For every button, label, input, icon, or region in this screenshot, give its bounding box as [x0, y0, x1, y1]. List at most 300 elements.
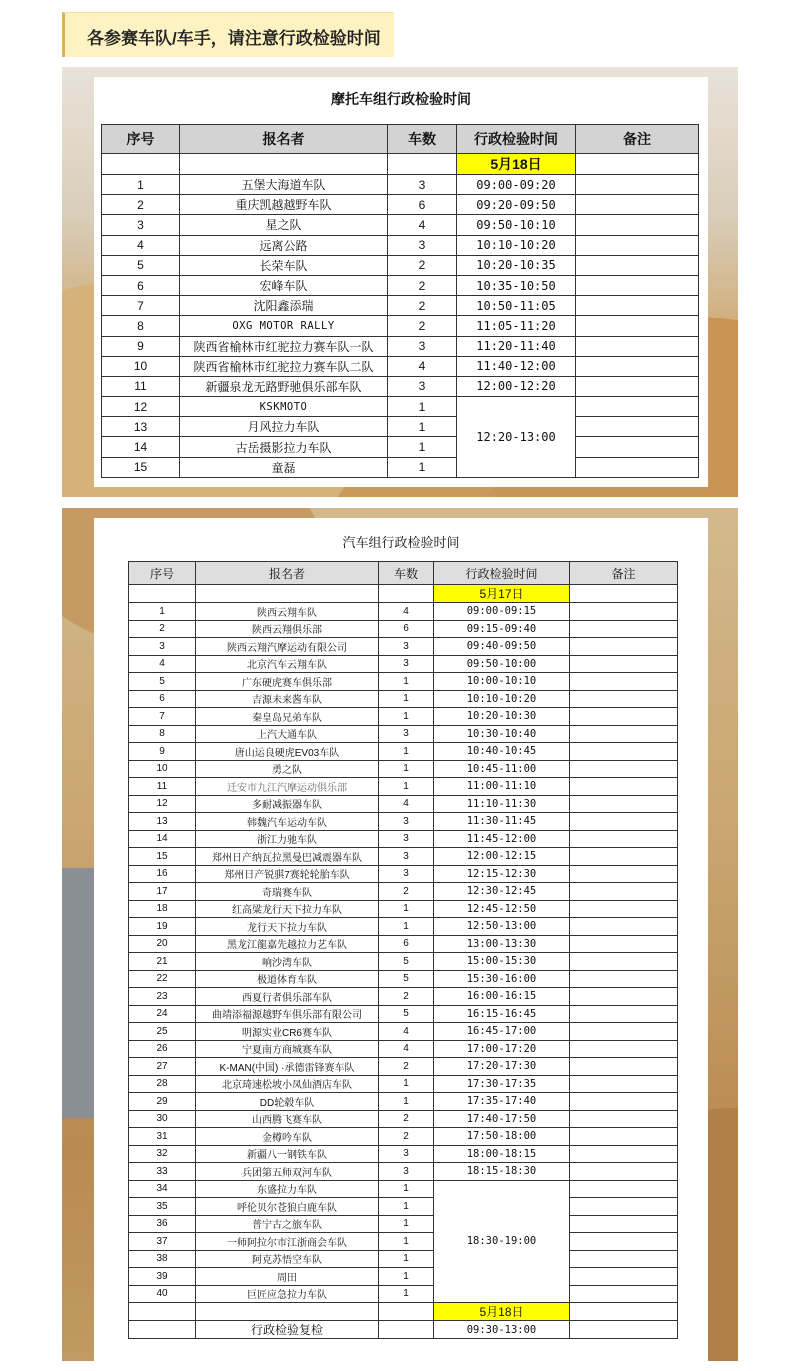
header-time: 行政检验时间: [457, 125, 576, 154]
header-note: 备注: [576, 125, 699, 154]
row-count: 4: [379, 795, 434, 813]
row-note: [570, 760, 678, 778]
row-count: 1: [388, 457, 457, 477]
row-name: 奇瑞赛车队: [196, 883, 379, 901]
row-time: 12:00-12:15: [434, 848, 570, 866]
row-time: 09:20-09:50: [457, 195, 576, 215]
row-name: 陕西省榆林市红驼拉力赛车队二队: [180, 356, 388, 376]
row-name: 普宁古之旅车队: [196, 1215, 379, 1233]
table-row: [129, 1128, 678, 1146]
row-note: [570, 988, 678, 1006]
row-time: 10:20-10:35: [457, 255, 576, 275]
row-note: [570, 690, 678, 708]
row-time: 10:50-11:05: [457, 296, 576, 316]
row-note: [570, 1268, 678, 1286]
table-row: [129, 953, 678, 971]
row-count: 1: [379, 690, 434, 708]
row-note: [570, 673, 678, 691]
row-no: 5: [129, 673, 196, 691]
row-no: 18: [129, 900, 196, 918]
row-name: 陕西云翔汽摩运动有限公司: [196, 638, 379, 656]
row-no: 14: [129, 830, 196, 848]
row-count: 2: [379, 883, 434, 901]
row-no: 34: [129, 1180, 196, 1198]
row-no: 20: [129, 935, 196, 953]
row-name: 周田: [196, 1268, 379, 1286]
table-row: [129, 708, 678, 726]
table-row: [102, 336, 699, 356]
row-count: 3: [379, 655, 434, 673]
row-time: 11:40-12:00: [457, 356, 576, 376]
table-row: [102, 356, 699, 376]
row-no: 6: [129, 690, 196, 708]
row-count: 1: [379, 900, 434, 918]
table-row: [129, 1023, 678, 1041]
row-name: 广东硬虎赛车俱乐部: [196, 673, 379, 691]
row-no: 8: [129, 725, 196, 743]
table-row: [129, 638, 678, 656]
row-time: 17:35-17:40: [434, 1093, 570, 1111]
row-count: 4: [379, 1040, 434, 1058]
row-count: 1: [379, 1093, 434, 1111]
row-count: 3: [379, 725, 434, 743]
row-note: [570, 970, 678, 988]
moto-date: 5月18日: [457, 154, 576, 175]
row-no: 17: [129, 883, 196, 901]
row-time: 10:45-11:00: [434, 760, 570, 778]
row-no: 33: [129, 1163, 196, 1181]
header-name: 报名者: [196, 562, 379, 585]
row-note: [570, 1005, 678, 1023]
table-row: [129, 1075, 678, 1093]
row-note: [570, 1040, 678, 1058]
row-name: 金樽吟车队: [196, 1128, 379, 1146]
table-row: [129, 1198, 678, 1216]
row-count: 1: [379, 1268, 434, 1286]
table-row: [129, 760, 678, 778]
row-note: [570, 1023, 678, 1041]
row-note: [570, 953, 678, 971]
row-no: 16: [129, 865, 196, 883]
row-note: [570, 1180, 678, 1198]
row-note: [570, 655, 678, 673]
table-row: [129, 1058, 678, 1076]
row-time: 18:00-18:15: [434, 1145, 570, 1163]
row-note: [570, 743, 678, 761]
row-time: 09:00-09:15: [434, 603, 570, 621]
row-count: 1: [388, 437, 457, 457]
table-row: [102, 235, 699, 255]
row-no: 12: [102, 397, 180, 417]
row-note: [576, 195, 699, 215]
row-count: 3: [379, 865, 434, 883]
header-note: 备注: [570, 562, 678, 585]
moto-schedule-card: [94, 77, 708, 487]
row-name: 龙行天下拉力车队: [196, 918, 379, 936]
row-note: [576, 275, 699, 295]
row-name: 曲靖添福源越野车俱乐部有限公司: [196, 1005, 379, 1023]
row-time: 09:15-09:40: [434, 620, 570, 638]
table-row: [129, 655, 678, 673]
row-no: 40: [129, 1285, 196, 1303]
row-no: 31: [129, 1128, 196, 1146]
row-time: 16:00-16:15: [434, 988, 570, 1006]
table-row: [129, 725, 678, 743]
row-count: 3: [379, 1163, 434, 1181]
row-count: 3: [388, 235, 457, 255]
car-schedule-card: [94, 518, 708, 1361]
row-name: 沈阳鑫添瑞: [180, 296, 388, 316]
row-name: 陕西云翔车队: [196, 603, 379, 621]
table-row: [102, 175, 699, 195]
row-time: 16:45-17:00: [434, 1023, 570, 1041]
row-time: 13:00-13:30: [434, 935, 570, 953]
row-no: 13: [102, 417, 180, 437]
row-note: [570, 848, 678, 866]
row-name: 韩魏汽车运动车队: [196, 813, 379, 831]
row-time: 10:20-10:30: [434, 708, 570, 726]
row-name: 山西腾飞赛车队: [196, 1110, 379, 1128]
row-note: [570, 620, 678, 638]
table-row: [102, 195, 699, 215]
row-time: 11:30-11:45: [434, 813, 570, 831]
row-no: 9: [129, 743, 196, 761]
row-no: 15: [129, 848, 196, 866]
row-count: 4: [379, 1023, 434, 1041]
table-row: [102, 275, 699, 295]
table-row: [129, 620, 678, 638]
row-name: 星之队: [180, 215, 388, 235]
table-row: [129, 918, 678, 936]
notice-text: 各参赛车队/车手，请注意行政检验时间: [87, 29, 381, 48]
row-name: 黑龙江龍嘉先越拉力艺车队: [196, 935, 379, 953]
row-count: 3: [379, 848, 434, 866]
row-name: 童磊: [180, 457, 388, 477]
car-schedule-table: [128, 561, 678, 1339]
row-time: 10:10-10:20: [457, 235, 576, 255]
row-time: 17:30-17:35: [434, 1075, 570, 1093]
row-count: 6: [379, 620, 434, 638]
row-count: 2: [379, 1058, 434, 1076]
row-count: 1: [379, 708, 434, 726]
row-count: 6: [379, 935, 434, 953]
row-no: 22: [129, 970, 196, 988]
row-note: [570, 1285, 678, 1303]
row-name: 多耐减振器车队: [196, 795, 379, 813]
row-count: 5: [379, 953, 434, 971]
moto-schedule-table: [101, 124, 699, 478]
row-time: 12:50-13:00: [434, 918, 570, 936]
table-row: [129, 1040, 678, 1058]
table-row: [129, 970, 678, 988]
row-note: [570, 638, 678, 656]
row-name: 新疆八一钢铁车队: [196, 1145, 379, 1163]
row-note: [576, 215, 699, 235]
row-name: 东盛拉力车队: [196, 1180, 379, 1198]
row-name: KSKMOTO: [180, 397, 388, 417]
row-count: 1: [379, 918, 434, 936]
row-no: 2: [102, 195, 180, 215]
row-count: 1: [379, 1180, 434, 1198]
row-time: 10:00-10:10: [434, 673, 570, 691]
row-time: 17:40-17:50: [434, 1110, 570, 1128]
row-count: 2: [388, 255, 457, 275]
row-name: 陕西云翔俱乐部: [196, 620, 379, 638]
row-note: [570, 830, 678, 848]
table-row: [102, 437, 699, 457]
row-no: 26: [129, 1040, 196, 1058]
row-count: 2: [379, 1128, 434, 1146]
row-time: 09:00-09:20: [457, 175, 576, 195]
row-count: 3: [379, 638, 434, 656]
table-row: [102, 215, 699, 235]
row-time: 12:15-12:30: [434, 865, 570, 883]
row-no: 14: [102, 437, 180, 457]
row-count: 2: [388, 296, 457, 316]
table-row: [129, 1250, 678, 1268]
row-no: 3: [102, 215, 180, 235]
table-row: [129, 1233, 678, 1251]
row-no: 38: [129, 1250, 196, 1268]
row-time: 16:15-16:45: [434, 1005, 570, 1023]
row-no: 30: [129, 1110, 196, 1128]
row-name: 秦皇岛兄弟车队: [196, 708, 379, 726]
row-note: [576, 336, 699, 356]
row-note: [570, 1145, 678, 1163]
table-row: [102, 397, 699, 417]
row-note: [576, 175, 699, 195]
row-no: 8: [102, 316, 180, 336]
date-row: [129, 585, 678, 603]
row-count: 1: [379, 760, 434, 778]
row-note: [576, 437, 699, 457]
row-no: 3: [129, 638, 196, 656]
row-count: 2: [379, 988, 434, 1006]
row-no: 7: [102, 296, 180, 316]
row-count: 1: [388, 417, 457, 437]
row-no: 2: [129, 620, 196, 638]
row-name: 宁夏南方商城赛车队: [196, 1040, 379, 1058]
row-count: 1: [379, 1198, 434, 1216]
row-name: 响沙湾车队: [196, 953, 379, 971]
row-count: 4: [388, 356, 457, 376]
row-name: 勇之队: [196, 760, 379, 778]
table-row: [129, 988, 678, 1006]
row-time: 17:50-18:00: [434, 1128, 570, 1146]
notice-banner: [62, 12, 394, 57]
row-no: 7: [129, 708, 196, 726]
row-note: [576, 255, 699, 275]
table-row: [102, 417, 699, 437]
row-count: 4: [388, 215, 457, 235]
table-header-row: [102, 125, 699, 154]
row-name: 极道体育车队: [196, 970, 379, 988]
row-no: 10: [102, 356, 180, 376]
row-count: 1: [379, 778, 434, 796]
row-count: 2: [388, 316, 457, 336]
row-no: 6: [102, 275, 180, 295]
row-time: 12:30-12:45: [434, 883, 570, 901]
row-time: 11:00-11:10: [434, 778, 570, 796]
row-name: 郑州日产锐骐7赛轮轮胎车队: [196, 865, 379, 883]
row-time: 10:40-10:45: [434, 743, 570, 761]
header-name: 报名者: [180, 125, 388, 154]
row-note: [576, 356, 699, 376]
table-row: [129, 690, 678, 708]
row-no: 11: [129, 778, 196, 796]
row-time: 11:10-11:30: [434, 795, 570, 813]
row-time: 12:20-13:00: [457, 397, 576, 478]
row-no: 25: [129, 1023, 196, 1041]
row-time: 10:10-10:20: [434, 690, 570, 708]
table-row: [102, 316, 699, 336]
row-time: 17:20-17:30: [434, 1058, 570, 1076]
table-row: [129, 743, 678, 761]
row-name: 呼伦贝尔苍狼白鹿车队: [196, 1198, 379, 1216]
row-name: 唐山运良硬虎EV03车队: [196, 743, 379, 761]
row-note: [570, 813, 678, 831]
table-row: [129, 795, 678, 813]
row-time: 09:40-09:50: [434, 638, 570, 656]
row-count: 5: [379, 1005, 434, 1023]
header-no: 序号: [129, 562, 196, 585]
row-time: 15:30-16:00: [434, 970, 570, 988]
row-name: 阿克苏悟空车队: [196, 1250, 379, 1268]
row-name: 宏峰车队: [180, 275, 388, 295]
row-no: 28: [129, 1075, 196, 1093]
row-name: DD轮毂车队: [196, 1093, 379, 1111]
table-row: [129, 865, 678, 883]
row-count: 3: [379, 830, 434, 848]
row-count: 6: [388, 195, 457, 215]
review-time: 09:30-13:00: [434, 1321, 570, 1339]
row-name: 浙江力驰车队: [196, 830, 379, 848]
row-note: [570, 1163, 678, 1181]
row-note: [576, 316, 699, 336]
row-time: 12:45-12:50: [434, 900, 570, 918]
row-name: 西夏行者俱乐部车队: [196, 988, 379, 1006]
row-name: 古岳摄影拉力车队: [180, 437, 388, 457]
row-no: 1: [129, 603, 196, 621]
row-time: 18:15-18:30: [434, 1163, 570, 1181]
row-no: 29: [129, 1093, 196, 1111]
row-name: 北京琦速松坡小凤仙酒店车队: [196, 1075, 379, 1093]
row-note: [570, 1110, 678, 1128]
table-row: [129, 1110, 678, 1128]
row-no: 4: [102, 235, 180, 255]
row-count: 3: [388, 376, 457, 396]
row-note: [576, 457, 699, 477]
row-name: 吉源未来酱车队: [196, 690, 379, 708]
row-count: 1: [379, 1250, 434, 1268]
row-name: 陕西省榆林市红驼拉力赛车队一队: [180, 336, 388, 356]
row-note: [576, 397, 699, 417]
date-row: [102, 154, 699, 175]
moto-title: 摩托车组行政检验时间: [331, 91, 471, 107]
row-note: [570, 708, 678, 726]
row-no: 27: [129, 1058, 196, 1076]
table-row: [129, 1145, 678, 1163]
table-row: [129, 883, 678, 901]
row-count: 3: [379, 813, 434, 831]
row-note: [576, 417, 699, 437]
row-note: [570, 935, 678, 953]
row-no: 37: [129, 1233, 196, 1251]
row-note: [570, 725, 678, 743]
table-row: [129, 603, 678, 621]
table-row: [129, 1180, 678, 1198]
row-name: 月风拉力车队: [180, 417, 388, 437]
row-note: [570, 1215, 678, 1233]
row-no: 35: [129, 1198, 196, 1216]
row-count: 2: [379, 1110, 434, 1128]
review-row: [129, 1321, 678, 1339]
car-title: 汽车组行政检验时间: [342, 535, 460, 550]
row-time: 09:50-10:00: [434, 655, 570, 673]
row-note: [570, 603, 678, 621]
row-time: 12:00-12:20: [457, 376, 576, 396]
row-no: 4: [129, 655, 196, 673]
row-name: 北京汽车云翔车队: [196, 655, 379, 673]
table-row: [102, 296, 699, 316]
table-header-row: [129, 562, 678, 585]
header-count: 车数: [388, 125, 457, 154]
table-row: [129, 848, 678, 866]
row-note: [570, 1093, 678, 1111]
row-name: 兵团第五师双河车队: [196, 1163, 379, 1181]
row-count: 5: [379, 970, 434, 988]
row-no: 10: [129, 760, 196, 778]
row-name: 明源实业CR6赛车队: [196, 1023, 379, 1041]
row-name: 远离公路: [180, 235, 388, 255]
row-no: 21: [129, 953, 196, 971]
table-row: [129, 1093, 678, 1111]
row-time: 17:00-17:20: [434, 1040, 570, 1058]
row-no: 15: [102, 457, 180, 477]
row-count: 3: [379, 1145, 434, 1163]
row-note: [570, 1058, 678, 1076]
row-note: [570, 1250, 678, 1268]
row-note: [570, 1198, 678, 1216]
table-row: [129, 830, 678, 848]
table-row: [102, 376, 699, 396]
row-note: [570, 865, 678, 883]
row-count: 1: [379, 1233, 434, 1251]
row-time: 10:35-10:50: [457, 275, 576, 295]
row-count: 1: [379, 1215, 434, 1233]
table-row: [129, 1005, 678, 1023]
row-note: [576, 376, 699, 396]
row-name: 新疆泉龙无路野驰俱乐部车队: [180, 376, 388, 396]
row-note: [570, 778, 678, 796]
row-time: 09:50-10:10: [457, 215, 576, 235]
row-count: 4: [379, 603, 434, 621]
row-name: 郑州日产纳瓦拉黑曼巴减震器车队: [196, 848, 379, 866]
row-time: 11:05-11:20: [457, 316, 576, 336]
row-note: [570, 1233, 678, 1251]
table-row: [129, 1285, 678, 1303]
table-row: [129, 673, 678, 691]
row-count: 1: [388, 397, 457, 417]
row-count: 3: [388, 336, 457, 356]
row-no: 19: [129, 918, 196, 936]
table-row: [102, 457, 699, 477]
row-no: 23: [129, 988, 196, 1006]
row-name: OXG MOTOR RALLY: [180, 316, 388, 336]
header-count: 车数: [379, 562, 434, 585]
row-note: [570, 883, 678, 901]
table-row: [129, 1163, 678, 1181]
